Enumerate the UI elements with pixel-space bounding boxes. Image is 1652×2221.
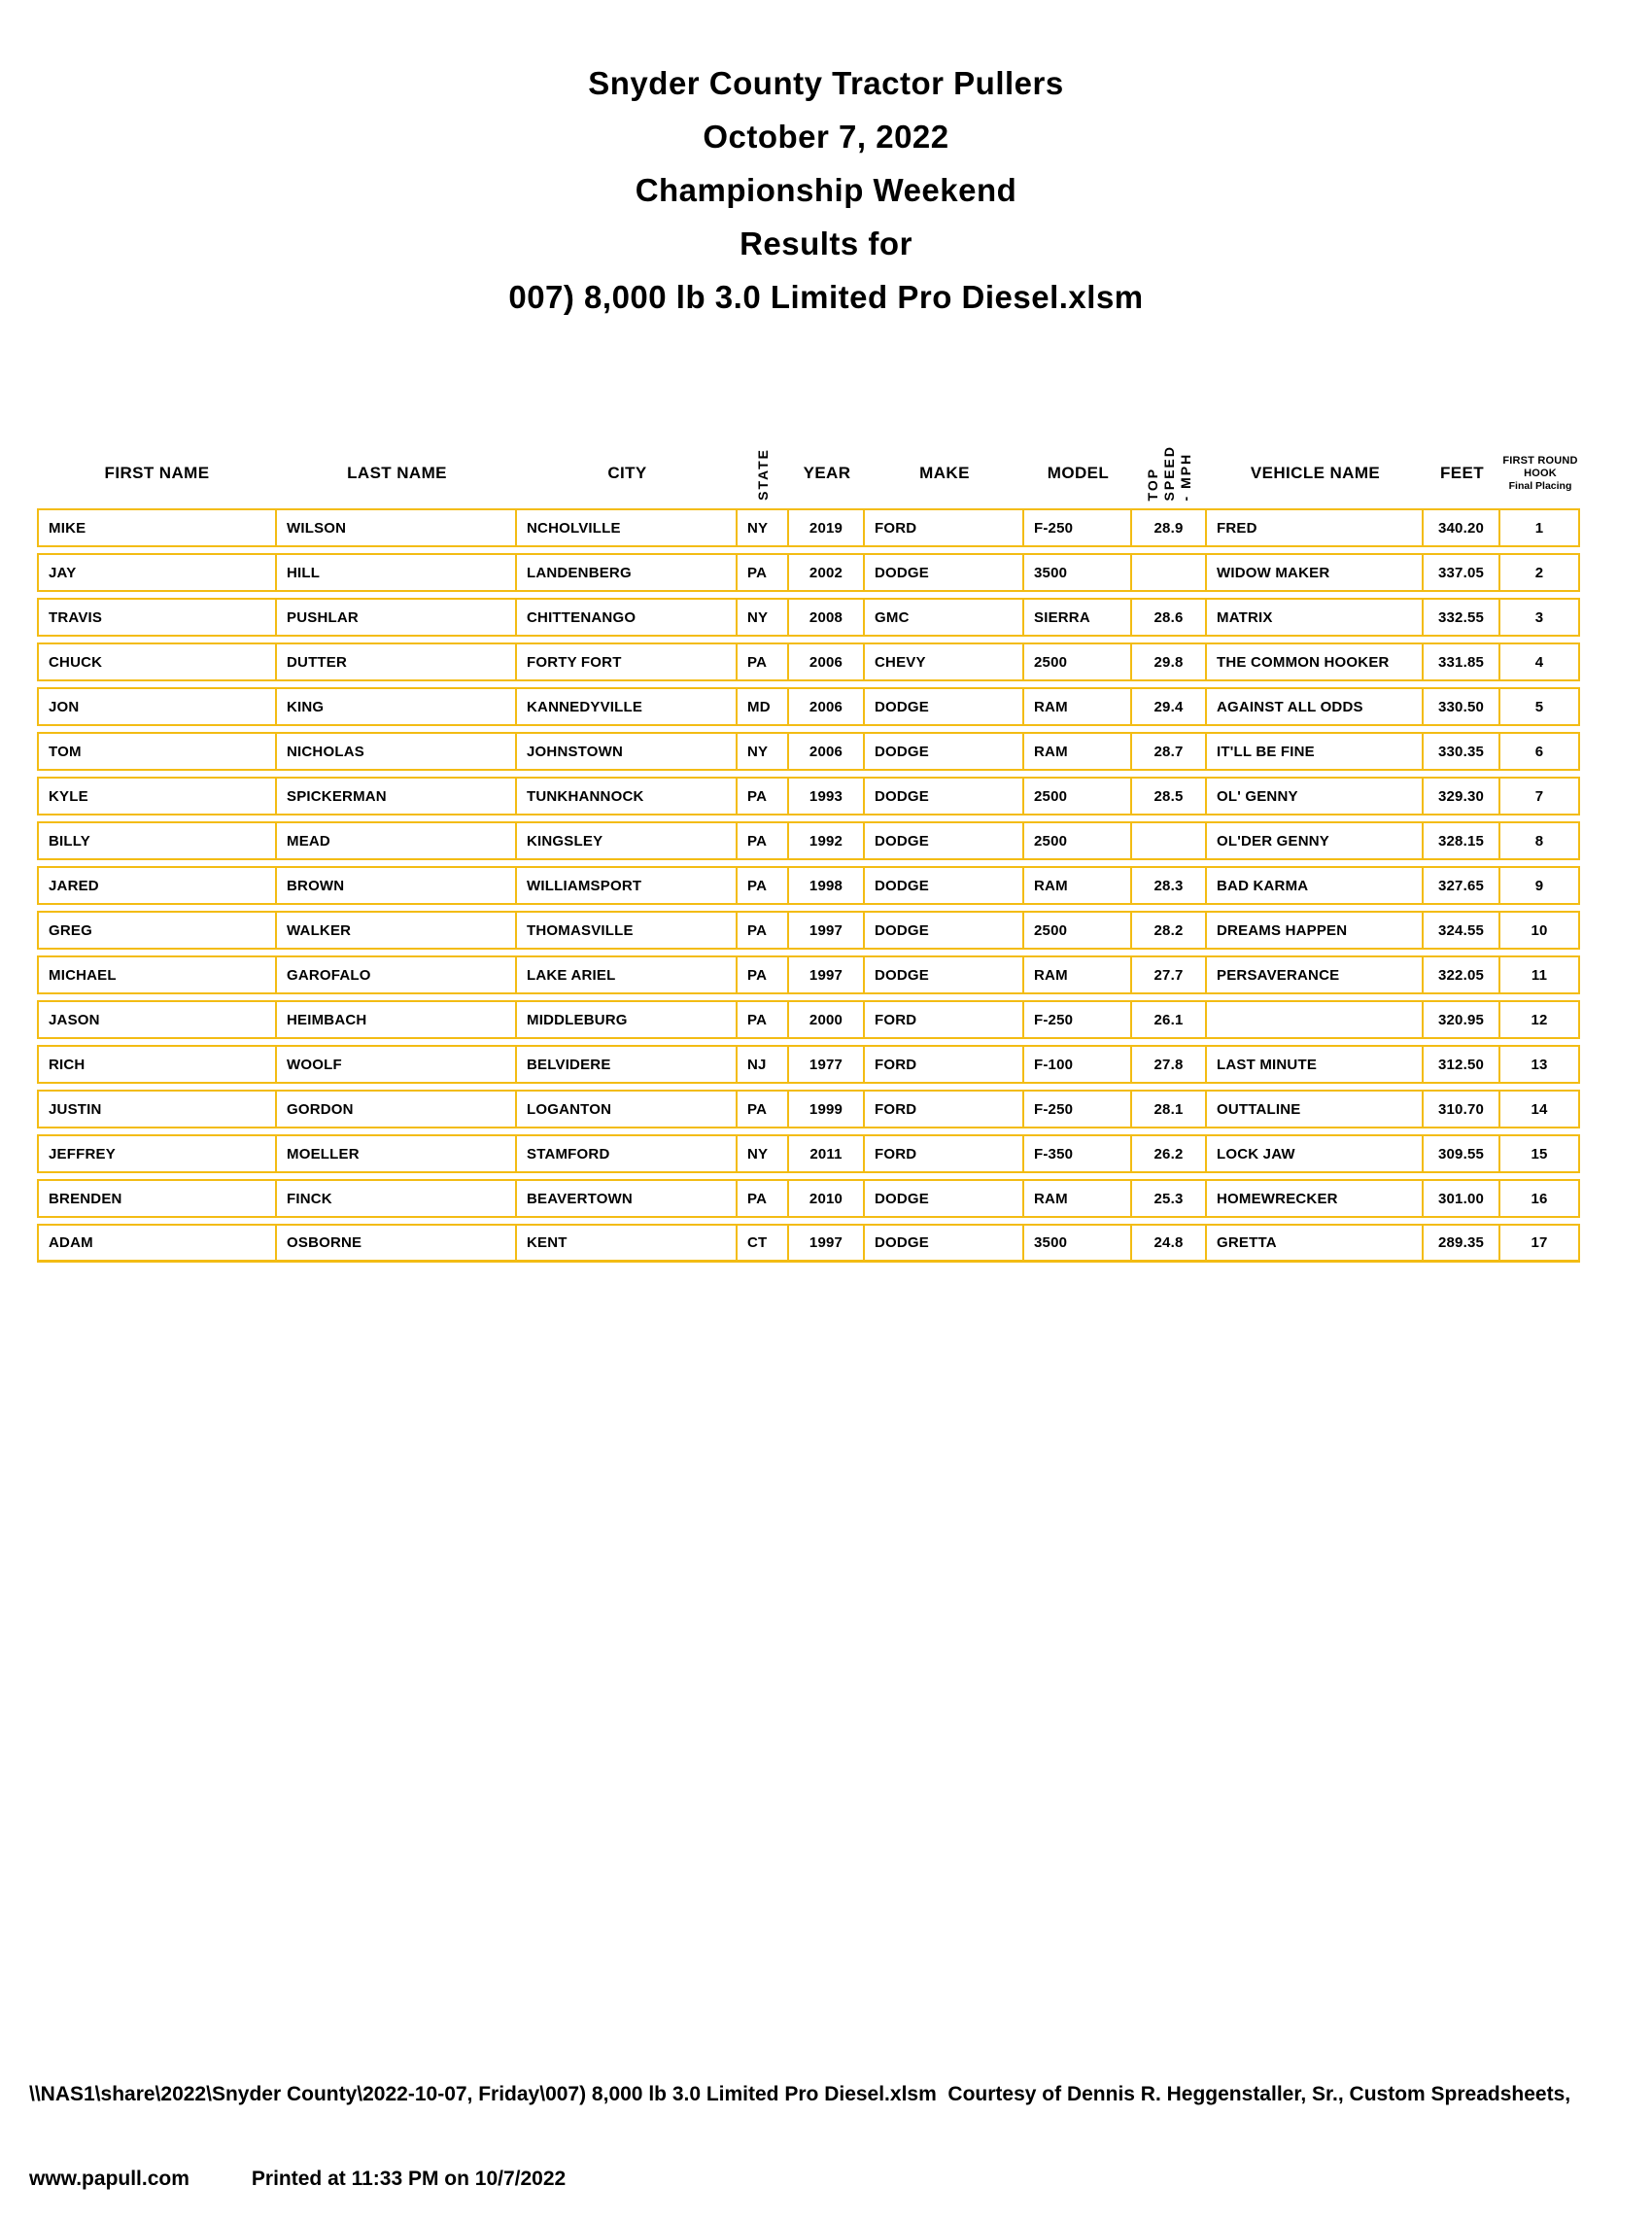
cell-year: 2019 [789,510,865,545]
cell-model: F-250 [1024,510,1132,545]
cell-state: MD [738,689,789,724]
cell-speed: 28.9 [1132,510,1207,545]
table-row [37,553,1580,592]
cell-speed: 26.2 [1132,1136,1207,1171]
cell-last: SPICKERMAN [277,779,517,814]
header-first-name: FIRST NAME [104,464,210,482]
table-row [37,911,1580,950]
cell-vehicle: IT'LL BE FINE [1207,734,1424,769]
cell-feet: 310.70 [1424,1092,1500,1127]
cell-first: BILLY [39,823,277,858]
table-row [37,1134,1580,1173]
cell-last: MOELLER [277,1136,517,1171]
cell-last: HEIMBACH [277,1002,517,1037]
cell-make: FORD [865,1136,1024,1171]
cell-last: WILSON [277,510,517,545]
footer-website: www.papull.com [29,2168,189,2190]
cell-feet: 330.50 [1424,689,1500,724]
cell-state: NY [738,510,789,545]
cell-city: BELVIDERE [517,1047,738,1082]
cell-vehicle: LOCK JAW [1207,1136,1424,1171]
cell-state: NY [738,734,789,769]
cell-year: 2011 [789,1136,865,1171]
cell-speed: 29.8 [1132,644,1207,679]
cell-last: HILL [277,555,517,590]
header-last-name: LAST NAME [347,464,447,482]
table-row [37,732,1580,771]
cell-last: KING [277,689,517,724]
cell-year: 1993 [789,779,865,814]
cell-vehicle: HOMEWRECKER [1207,1181,1424,1216]
cell-feet: 330.35 [1424,734,1500,769]
cell-speed: 28.5 [1132,779,1207,814]
cell-feet: 301.00 [1424,1181,1500,1216]
cell-model: F-250 [1024,1002,1132,1037]
table-row [37,821,1580,860]
cell-model: 2500 [1024,644,1132,679]
cell-model: F-350 [1024,1136,1132,1171]
cell-model: 2500 [1024,913,1132,948]
cell-year: 1999 [789,1092,865,1127]
cell-first: JUSTIN [39,1092,277,1127]
cell-last: BROWN [277,868,517,903]
cell-vehicle: MATRIX [1207,600,1424,635]
cell-vehicle: OL' GENNY [1207,779,1424,814]
cell-make: DODGE [865,779,1024,814]
cell-make: DODGE [865,823,1024,858]
cell-place: 7 [1534,787,1544,805]
cell-speed: 26.1 [1132,1002,1207,1037]
cell-last: NICHOLAS [277,734,517,769]
cell-city: KINGSLEY [517,823,738,858]
table-row [37,687,1580,726]
cell-last: WOOLF [277,1047,517,1082]
cell-model: SIERRA [1024,600,1132,635]
cell-make: DODGE [865,913,1024,948]
cell-year: 1998 [789,868,865,903]
cell-year: 2000 [789,1002,865,1037]
cell-vehicle: DREAMS HAPPEN [1207,913,1424,948]
cell-place: 6 [1534,743,1544,760]
cell-state: PA [738,823,789,858]
cell-make: DODGE [865,1181,1024,1216]
cell-make: DODGE [865,957,1024,992]
cell-make: GMC [865,600,1024,635]
cell-vehicle: BAD KARMA [1207,868,1424,903]
header-feet: FEET [1439,464,1485,482]
cell-model: RAM [1024,1181,1132,1216]
cell-feet: 289.35 [1424,1226,1500,1260]
cell-speed: 24.8 [1132,1226,1207,1260]
cell-year: 2002 [789,555,865,590]
cell-vehicle: THE COMMON HOOKER [1207,644,1424,679]
title-results-for: Results for [740,226,912,261]
cell-first: JON [39,689,277,724]
cell-city: CHITTENANGO [517,600,738,635]
cell-place: 12 [1531,1011,1548,1028]
footer-file-path: \\NAS1\share\2022\Snyder County\2022-10-07, Friday\007) 8,000 lb 3.0 Limited Pro Diesel.xlsm Courtesy of Dennis R. Heggenstaller, Sr., Custom Spreadsheets, [29,2083,1571,2105]
cell-year: 1997 [789,1226,865,1260]
cell-city: LOGANTON [517,1092,738,1127]
cell-vehicle: OUTTALINE [1207,1092,1424,1127]
cell-make: DODGE [865,868,1024,903]
cell-first: MIKE [39,510,277,545]
table-row [37,1179,1580,1218]
cell-state: PA [738,555,789,590]
cell-feet: 320.95 [1424,1002,1500,1037]
cell-feet: 312.50 [1424,1047,1500,1082]
cell-state: PA [738,913,789,948]
cell-last: WALKER [277,913,517,948]
cell-model: 3500 [1024,555,1132,590]
cell-state: PA [738,644,789,679]
cell-vehicle: LAST MINUTE [1207,1047,1424,1082]
cell-city: THOMASVILLE [517,913,738,948]
cell-model: F-250 [1024,1092,1132,1127]
cell-place: 3 [1534,608,1544,626]
page-footer [29,2024,1570,2221]
cell-speed [1132,823,1207,858]
table-row [37,1000,1580,1039]
cell-feet: 328.15 [1424,823,1500,858]
table-row [37,777,1580,816]
cell-place: 11 [1531,966,1548,984]
cell-first: GREG [39,913,277,948]
cell-feet: 337.05 [1424,555,1500,590]
cell-make: FORD [865,1002,1024,1037]
cell-city: JOHNSTOWN [517,734,738,769]
cell-feet: 331.85 [1424,644,1500,679]
title-date: October 7, 2022 [703,119,949,155]
cell-feet: 329.30 [1424,779,1500,814]
header-make: MAKE [919,464,970,482]
cell-feet: 327.65 [1424,868,1500,903]
header-top-speed: TOP SPEED - MPH [1145,444,1193,501]
cell-state: PA [738,957,789,992]
cell-first: MICHAEL [39,957,277,992]
table-row [37,1090,1580,1128]
cell-city: LANDENBERG [517,555,738,590]
cell-first: JARED [39,868,277,903]
cell-first: ADAM [39,1226,277,1260]
cell-speed: 28.2 [1132,913,1207,948]
cell-year: 2006 [789,734,865,769]
cell-speed: 27.7 [1132,957,1207,992]
results-table [37,508,1580,1263]
cell-year: 1977 [789,1047,865,1082]
table-row [37,1224,1580,1263]
cell-model: RAM [1024,957,1132,992]
cell-place: 9 [1534,877,1544,894]
cell-first: JASON [39,1002,277,1037]
cell-place: 13 [1531,1056,1548,1073]
cell-city: FORTY FORT [517,644,738,679]
cell-state: PA [738,1002,789,1037]
cell-vehicle: OL'DER GENNY [1207,823,1424,858]
header-vehicle-name: VEHICLE NAME [1250,464,1381,482]
cell-place: 1 [1534,519,1544,537]
cell-vehicle: AGAINST ALL ODDS [1207,689,1424,724]
cell-speed: 28.7 [1132,734,1207,769]
cell-place: 16 [1531,1190,1548,1207]
cell-year: 2006 [789,644,865,679]
table-row [37,1045,1580,1084]
cell-place: 14 [1531,1100,1548,1118]
cell-model: 2500 [1024,823,1132,858]
cell-speed: 27.8 [1132,1047,1207,1082]
cell-feet: 332.55 [1424,600,1500,635]
cell-make: FORD [865,1047,1024,1082]
table-row [37,642,1580,681]
header-city: CITY [607,464,647,482]
cell-place: 5 [1534,698,1544,715]
cell-vehicle: PERSAVERANCE [1207,957,1424,992]
cell-city: MIDDLEBURG [517,1002,738,1037]
cell-place: 4 [1534,653,1544,671]
cell-feet: 340.20 [1424,510,1500,545]
table-row [37,866,1580,905]
cell-speed: 29.4 [1132,689,1207,724]
cell-model: RAM [1024,734,1132,769]
cell-state: NY [738,600,789,635]
cell-city: NCHOLVILLE [517,510,738,545]
header-model: MODEL [1047,464,1110,482]
cell-make: DODGE [865,689,1024,724]
table-row [37,508,1580,547]
cell-speed: 25.3 [1132,1181,1207,1216]
cell-last: PUSHLAR [277,600,517,635]
cell-last: GAROFALO [277,957,517,992]
cell-speed: 28.1 [1132,1092,1207,1127]
cell-city: WILLIAMSPORT [517,868,738,903]
title-block [0,0,1652,324]
cell-first: JAY [39,555,277,590]
cell-city: LAKE ARIEL [517,957,738,992]
cell-feet: 322.05 [1424,957,1500,992]
cell-city: BEAVERTOWN [517,1181,738,1216]
cell-vehicle: GRETTA [1207,1226,1424,1260]
table-row [37,598,1580,637]
cell-vehicle: FRED [1207,510,1424,545]
cell-state: CT [738,1226,789,1260]
cell-make: CHEVY [865,644,1024,679]
page-title: Snyder County Tractor Pullers [588,65,1064,101]
cell-first: CHUCK [39,644,277,679]
cell-first: BRENDEN [39,1181,277,1216]
cell-feet: 309.55 [1424,1136,1500,1171]
header-state: STATE [755,448,771,501]
cell-speed: 28.3 [1132,868,1207,903]
cell-state: PA [738,779,789,814]
cell-model: F-100 [1024,1047,1132,1082]
cell-make: DODGE [865,1226,1024,1260]
table-header-row [37,421,1580,508]
title-class-file: 007) 8,000 lb 3.0 Limited Pro Diesel.xlsm [508,279,1144,315]
cell-first: KYLE [39,779,277,814]
cell-city: KENT [517,1226,738,1260]
cell-state: NY [738,1136,789,1171]
cell-state: NJ [738,1047,789,1082]
cell-model: RAM [1024,868,1132,903]
cell-last: MEAD [277,823,517,858]
cell-city: KANNEDYVILLE [517,689,738,724]
cell-city: TUNKHANNOCK [517,779,738,814]
cell-state: PA [738,1181,789,1216]
cell-feet: 324.55 [1424,913,1500,948]
footer-printed-at: Printed at 11:33 PM on 10/7/2022 [251,2168,567,2190]
cell-year: 2010 [789,1181,865,1216]
cell-place: 10 [1531,921,1548,939]
cell-year: 1997 [789,957,865,992]
cell-state: PA [738,868,789,903]
header-year: YEAR [803,464,851,482]
cell-year: 2006 [789,689,865,724]
cell-make: DODGE [865,555,1024,590]
cell-place: 8 [1534,832,1544,850]
cell-model: RAM [1024,689,1132,724]
title-event: Championship Weekend [635,172,1017,208]
cell-year: 1997 [789,913,865,948]
cell-make: DODGE [865,734,1024,769]
cell-last: FINCK [277,1181,517,1216]
cell-last: GORDON [277,1092,517,1127]
cell-place: 15 [1531,1145,1548,1163]
cell-year: 1992 [789,823,865,858]
cell-last: OSBORNE [277,1226,517,1260]
table-row [37,955,1580,994]
cell-speed [1132,555,1207,590]
cell-last: DUTTER [277,644,517,679]
cell-speed: 28.6 [1132,600,1207,635]
cell-first: TRAVIS [39,600,277,635]
cell-place: 17 [1531,1234,1548,1251]
cell-make: FORD [865,510,1024,545]
cell-state: PA [738,1092,789,1127]
cell-first: RICH [39,1047,277,1082]
cell-first: JEFFREY [39,1136,277,1171]
cell-place: 2 [1534,564,1544,581]
cell-model: 3500 [1024,1226,1132,1260]
cell-year: 2008 [789,600,865,635]
cell-vehicle [1207,1002,1424,1037]
cell-first: TOM [39,734,277,769]
cell-city: STAMFORD [517,1136,738,1171]
header-first-round-hook: FIRST ROUND HOOK Final Placing [1502,455,1578,492]
cell-vehicle: WIDOW MAKER [1207,555,1424,590]
cell-make: FORD [865,1092,1024,1127]
cell-model: 2500 [1024,779,1132,814]
